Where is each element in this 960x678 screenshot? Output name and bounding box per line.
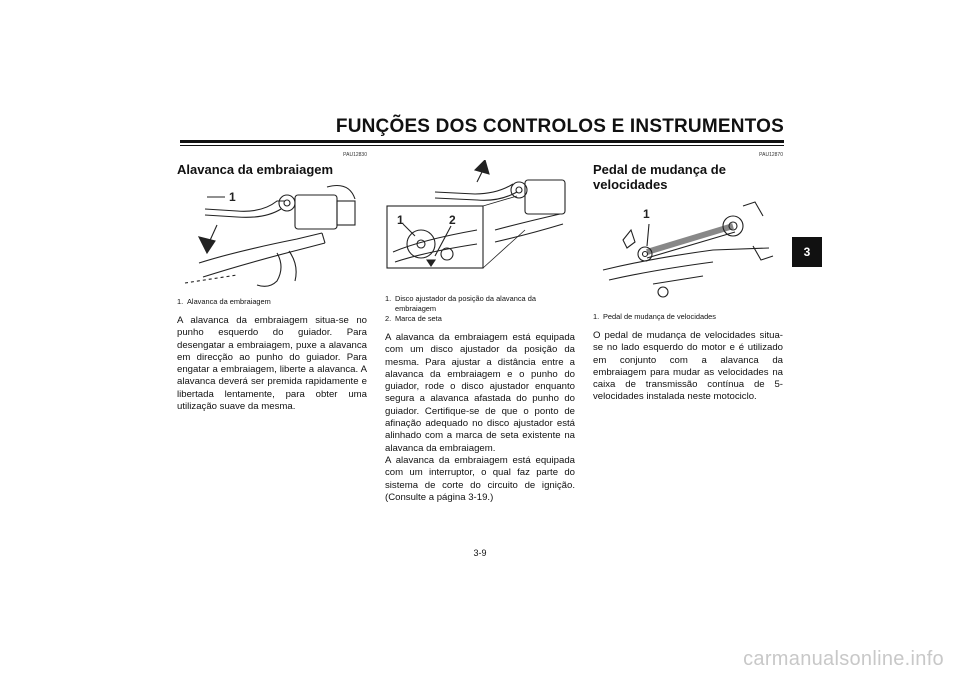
caption-item: 1. Disco ajustador da posição da alavanca da embraiagem [385, 294, 536, 313]
section-code: PAU12830 [343, 152, 367, 158]
section-code: PAU12870 [759, 152, 783, 158]
section-clutch-lever [177, 150, 367, 413]
figure-caption [385, 294, 575, 324]
caption-item: 1. Alavanca da embraiagem [177, 297, 271, 306]
figure-callout: 1 [397, 213, 404, 227]
paragraph: A alavanca da embraiagem está equipada com um interruptor, o qual faz parte do sistema de corte do circuito de ignição. (Consulte a página 3-19.) [385, 454, 575, 503]
section-title: Alavanca da embraiagem [177, 162, 334, 177]
figure-callout: 1 [229, 190, 236, 204]
figure-callout: 2 [449, 213, 456, 227]
page-title: FUNÇÕES DOS CONTROLOS E INSTRUMENTOS [335, 116, 784, 137]
adjuster-dial-illustration [385, 160, 575, 290]
body-text [177, 315, 367, 413]
paragraph: A alavanca da embraiagem situa-se no punho esquerdo do guiador. Para desengatar a embraiagem, puxe a alavanca em direcção ao punho do guiador. Para engatar a embraiagem, liberte a alavanca. A alavanca deverá ser premida rapidamente e libertada lentamente, para obter uma utilização suave da mesma. [177, 315, 367, 413]
watermark: carmanualsonline.info [743, 648, 944, 670]
paragraph: A alavanca da embraiagem está equipada com um disco ajustador da posição da mesma. Para ajustar a distância entre a alavanca da embraiagem e o punho do guiador, rode o disco ajustador enquanto segura a alavanca afastada do punho do guiador. Certifique-se de que o ponto de afinação adequado no disco ajustador está alinhado com a marca de seta existente na alavanca da embraiagem. [385, 332, 575, 454]
section-title: Pedal de mudança de velocidades [593, 162, 726, 192]
section-shift-pedal [593, 150, 783, 404]
page-number: 3-9 [473, 548, 487, 558]
chapter-tab: 3 [792, 237, 822, 267]
caption-item: 1. Pedal de mudança de velocidades [593, 312, 716, 321]
caption-item: 2. Marca de seta [385, 314, 442, 323]
header-rule-thin [180, 145, 784, 146]
clutch-lever-illustration [177, 181, 367, 293]
body-text [385, 332, 575, 504]
figure-caption [177, 297, 367, 307]
figure-callout: 1 [643, 207, 650, 221]
figure-caption [593, 312, 783, 322]
body-text [593, 330, 783, 404]
section-clutch-adjuster [385, 150, 575, 504]
section-code [385, 152, 575, 160]
shift-pedal-illustration [593, 196, 783, 308]
paragraph: O pedal de mudança de velocidades situa-se no lado esquerdo do motor e é utilizado em conjunto com a alavanca da embraiagem para mudar as velocidades na caixa de transmissão contínua de 5-velocidades instalada neste motociclo. [593, 330, 783, 403]
header-rule [180, 140, 784, 143]
